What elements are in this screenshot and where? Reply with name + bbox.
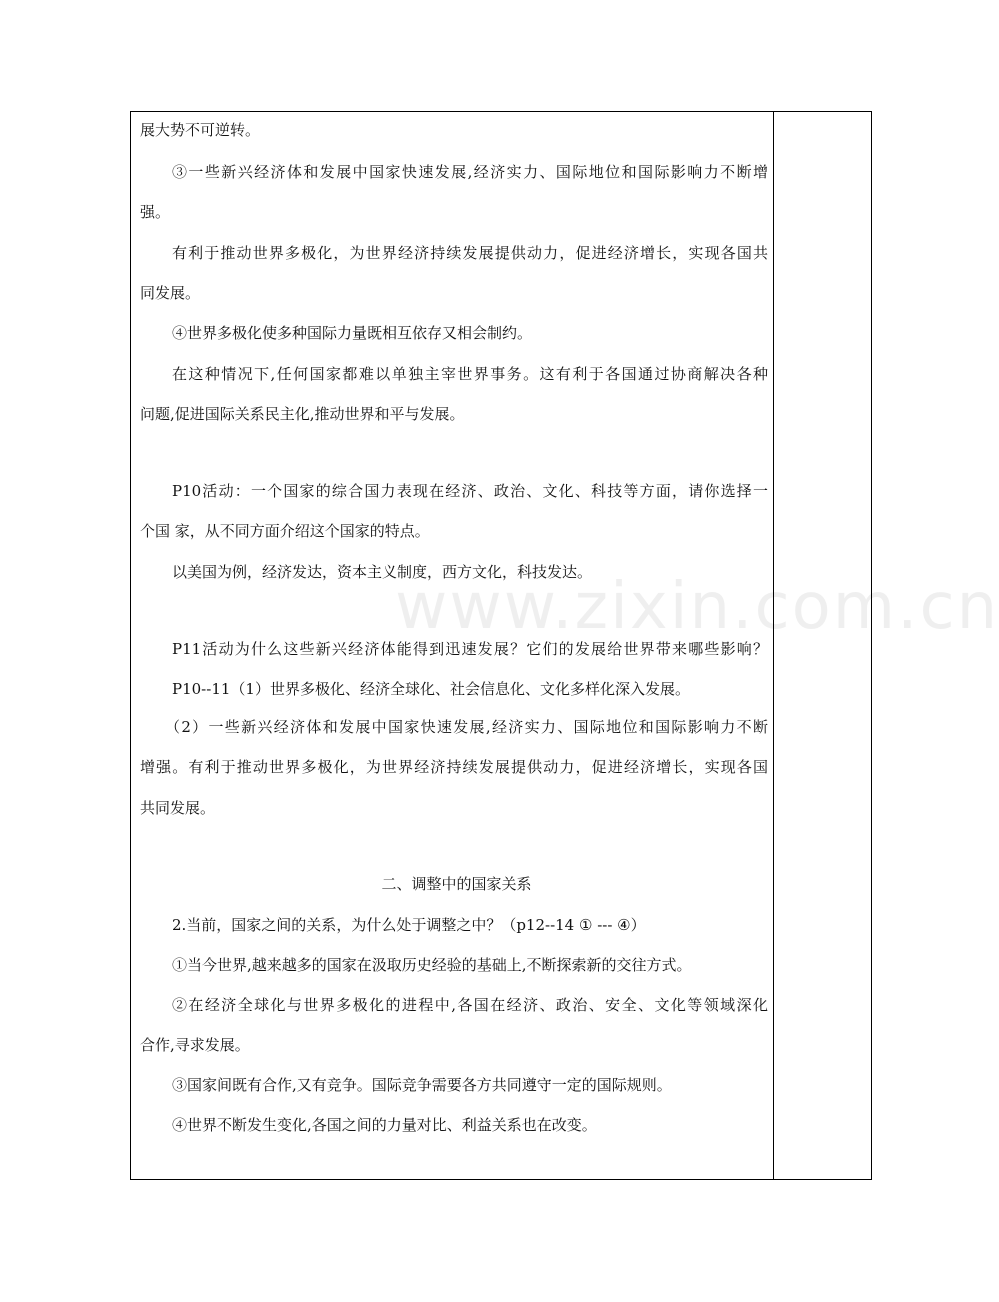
question-line: 2.当前，国家之间的关系，为什么处于调整之中？（p12--14 ① --- ④） xyxy=(172,916,646,934)
text-line: P10活动：一个国家的综合国力表现在经济、政治、文化、科技等方面，请你选择一 xyxy=(172,482,768,500)
text-line: 问题,促进国际关系民主化,推动世界和平与发展。 xyxy=(140,405,465,423)
text-line: 有利于推动世界多极化，为世界经济持续发展提供动力，促进经济增长，实现各国共 xyxy=(172,244,768,262)
text-line: 以美国为例，经济发达，资本主义制度，西方文化，科技发达。 xyxy=(172,563,593,581)
text-line: 增强。有利于推动世界多极化，为世界经济持续发展提供动力，促进经济增长，实现各国 xyxy=(140,758,768,776)
column-divider xyxy=(773,111,774,1180)
text-line: （2）一些新兴经济体和发展中国家快速发展,经济实力、国际地位和国际影响力不断 xyxy=(165,718,768,736)
text-line: ①当今世界,越来越多的国家在汲取历史经验的基础上,不断探索新的交往方式。 xyxy=(172,956,692,974)
text-line: ②在经济全球化与世界多极化的进程中,各国在经济、政治、安全、文化等领域深化 xyxy=(172,996,768,1014)
text-line: P10--11（1）世界多极化、经济全球化、社会信息化、文化多样化深入发展。 xyxy=(172,680,690,698)
text-line: 同发展。 xyxy=(140,284,201,302)
section-heading: 二、调整中的国家关系 xyxy=(381,875,532,893)
text-line: ④世界多极化使多种国际力量既相互依存又相会制约。 xyxy=(172,324,533,342)
text-line: 强。 xyxy=(140,203,171,221)
text-line: ④世界不断发生变化,各国之间的力量对比、利益关系也在改变。 xyxy=(172,1116,597,1134)
text-line: 共同发展。 xyxy=(140,799,216,817)
text-line: P11活动为什么这些新兴经济体能得到迅速发展？它们的发展给世界带来哪些影响？ xyxy=(172,640,768,658)
text-line: ③国家间既有合作,又有竞争。国际竞争需要各方共同遵守一定的国际规则。 xyxy=(172,1076,672,1094)
text-line: 展大势不可逆转。 xyxy=(140,121,261,139)
watermark: www.zixin.com.cn xyxy=(395,570,999,644)
text-line: 个国 家，从不同方面介绍这个国家的特点。 xyxy=(140,522,430,540)
text-line: 在这种情况下,任何国家都难以单独主宰世界事务。这有利于各国通过协商解决各种 xyxy=(172,365,768,383)
text-line: 合作,寻求发展。 xyxy=(140,1036,250,1054)
text-line: ③一些新兴经济体和发展中国家快速发展,经济实力、国际地位和国际影响力不断增 xyxy=(172,163,768,181)
